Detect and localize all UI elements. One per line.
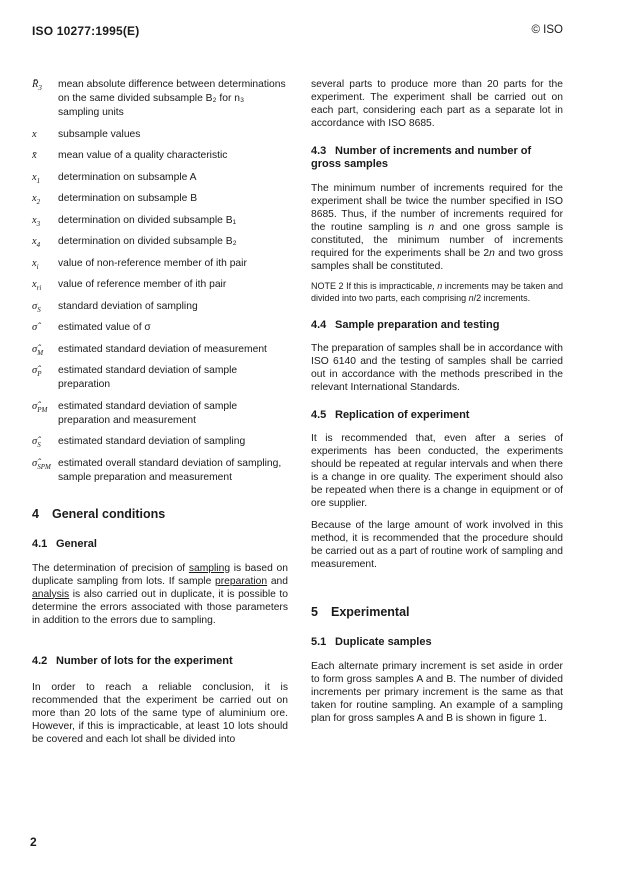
italic-n: n	[437, 281, 443, 291]
right-column	[311, 78, 563, 725]
symbol-definition	[32, 278, 288, 292]
symbol-definition	[32, 457, 288, 485]
symbol	[32, 214, 40, 231]
symbol-base: x	[32, 193, 37, 204]
section-title: Duplicate samples	[335, 636, 432, 648]
symbol-base: R̄	[32, 79, 39, 90]
section-title: General conditions	[52, 506, 166, 521]
symbol-base: σ̂	[32, 343, 38, 355]
symbol	[32, 300, 41, 317]
symbol-definition	[32, 128, 288, 142]
symbol-subscript: 2	[36, 198, 41, 207]
symbol	[32, 343, 43, 360]
section-title: Replication of experiment	[335, 409, 470, 421]
symbol	[32, 128, 37, 142]
section-4-5-heading	[311, 409, 563, 422]
symbol-description: estimated value of σ	[58, 322, 151, 333]
symbol	[32, 257, 39, 274]
section-title: Experimental	[331, 605, 410, 619]
text-run: is also carried out in duplicate, it is possible to determine the errors associated with those parameters in addition to the errors due to sampling.	[32, 588, 288, 626]
text-run: and	[267, 575, 289, 587]
section-number: 4.2	[32, 654, 48, 667]
text-run: /2 increments.	[473, 292, 531, 303]
symbol-subscript: SPM	[37, 462, 51, 471]
symbol-list	[32, 78, 288, 485]
symbol-description: estimated standard deviation of sampling	[58, 436, 246, 447]
symbol-definition	[32, 78, 288, 120]
publisher-mark: © ISO	[531, 24, 563, 36]
symbol-subscript: 3	[38, 84, 42, 93]
section-number: 4.1	[32, 537, 48, 550]
symbol-description: value of reference member of ith pair	[58, 279, 227, 290]
symbol	[32, 457, 51, 474]
text-run: The determination of precision of	[32, 562, 189, 574]
left-column	[32, 78, 288, 746]
section-4-3-heading	[311, 145, 563, 171]
italic-n: n	[428, 222, 435, 233]
symbol-subscript: 4	[36, 241, 41, 250]
section-title: General	[56, 537, 97, 550]
italic-n: n	[468, 292, 474, 303]
note-2	[311, 281, 563, 304]
section-4-4-heading	[311, 319, 563, 332]
text-run: NOTE 2 If this is impracticable,	[311, 281, 438, 291]
symbol-base: σ̂	[32, 365, 38, 376]
symbol-definition	[32, 192, 288, 206]
document-code: ISO 10277:1995(E)	[32, 24, 140, 38]
italic-n: n	[489, 248, 495, 259]
section-number: 4	[32, 506, 39, 521]
symbol-description: standard deviation of sampling	[58, 300, 198, 312]
symbol-base: σ̂	[32, 457, 38, 469]
symbol-definition	[32, 400, 288, 428]
section-title: Sample preparation and testing	[335, 319, 500, 331]
symbol-base: σ̂	[32, 322, 38, 333]
symbol-subscript: 3	[36, 219, 41, 228]
symbol-description: determination on divided subsample B₂	[58, 236, 237, 247]
symbol-subscript: i	[36, 262, 39, 271]
symbol-definition	[32, 214, 288, 228]
symbol-description: value of non-reference member of ith pair	[58, 257, 247, 269]
symbol	[32, 149, 37, 163]
paragraph-4-5-b: Because of the large amount of work involved in this method, it is recommended that the procedure should be carried out as a part of routine work of sampling and measurement.	[311, 520, 563, 570]
symbol	[32, 278, 41, 295]
symbol-base: σ	[32, 300, 38, 312]
section-number: 4.4	[311, 319, 327, 331]
section-number: 4.3	[311, 145, 327, 157]
symbol-subscript: ri	[36, 284, 42, 293]
text-run: and one gross sample is constituted, the minimum number of increments required for the experiments shall be 2	[311, 222, 563, 259]
underlined-term: preparation	[215, 575, 268, 587]
symbol-base: x̄	[32, 150, 37, 161]
symbol-subscript: S	[37, 305, 41, 314]
symbol-description: mean absolute difference between determinations on the same divided subsample B₂ for n₃ sampling units	[58, 79, 286, 118]
paragraph-5-1: Each alternate primary increment is set aside in order to form gross samples A and B. The number of divided increments per primary increment is the same as that taken for routine sampling. An example of a sampling plan for gross samples A and B is shown in figure 1.	[311, 661, 563, 724]
section-title: Number of lots for the experiment	[56, 654, 233, 667]
section-4-heading	[32, 507, 288, 521]
section-5-1-heading	[311, 636, 563, 649]
text-run: is based on duplicate sampling from lots. If sample	[32, 562, 288, 587]
symbol-description: subsample values	[58, 128, 141, 140]
symbol-subscript: 1	[36, 176, 41, 185]
section-title: Number of increments and number of gross samples	[311, 145, 532, 170]
symbol-base: x	[32, 171, 37, 183]
symbol-definition	[32, 364, 288, 392]
text-run: increments may be taken and divided into two parts, each comprising	[311, 281, 563, 303]
symbol-description: estimated standard deviation of sample preparation	[58, 365, 238, 390]
paragraph-4-2-continued: several parts to produce more than 20 parts for the experiment. The experiment shall be carried out on each part, considering each part as a separate lot in accordance with ISO 8685.	[311, 79, 563, 129]
symbol	[32, 171, 40, 188]
symbol-definition	[32, 321, 288, 335]
paragraph-4-5-a: It is recommended that, even after a series of experiments has been conducted, the experiments should be repeated at regular intervals and when there is a change in ore quality. The experiment should also be repeated when there is a change in equipment or of ore supplier.	[311, 433, 563, 509]
text-run: and two gross samples shall be constituted.	[311, 248, 564, 272]
section-4-2-heading	[32, 655, 288, 668]
section-number: 4.5	[311, 409, 327, 421]
section-5-heading	[311, 605, 563, 619]
symbol-description: mean value of a quality characteristic	[58, 150, 228, 161]
paragraph-4-4: The preparation of samples shall be in accordance with ISO 6140 and the testing of samples shall be carried out in accordance with the methods prescribed in the relevant International Standards.	[311, 343, 563, 393]
symbol	[32, 78, 42, 95]
symbol-description: determination on subsample B	[58, 193, 198, 204]
symbol	[32, 400, 47, 417]
symbol	[32, 192, 40, 209]
symbol-description: determination on subsample A	[58, 171, 197, 183]
symbol	[32, 435, 41, 452]
paragraph-4-2: In order to reach a reliable conclusion, it is recommended that the experiment be carried out on more than 20 lots of the same type of aluminium ore. However, if this is impracticable, at least 10 lots should be covered and each lot shall be divided into	[32, 681, 288, 745]
symbol-subscript: PM	[37, 405, 48, 414]
symbol-definition	[32, 435, 288, 449]
symbol	[32, 364, 41, 381]
symbol	[32, 235, 40, 252]
symbol-subscript: M	[37, 348, 44, 357]
section-4-1-heading	[32, 538, 288, 551]
symbol-description: estimated standard deviation of measurement	[58, 343, 267, 355]
underlined-term: analysis	[32, 588, 70, 600]
symbol-subscript: P	[37, 370, 42, 379]
symbol-base: x	[32, 214, 37, 226]
symbol-definition	[32, 257, 288, 271]
paragraph-4-3	[311, 182, 563, 273]
symbol	[32, 321, 37, 335]
symbol-definition	[32, 300, 288, 314]
underlined-term: sampling	[188, 562, 231, 574]
symbol-base: x	[32, 257, 37, 269]
symbol-base: x	[32, 128, 37, 140]
section-number: 5	[311, 605, 318, 619]
symbol-base: x	[32, 236, 37, 247]
symbol-definition	[32, 235, 288, 249]
symbol-description: estimated standard deviation of sample preparation and measurement	[58, 400, 238, 426]
symbol-base: σ̂	[32, 436, 38, 447]
symbol-definition	[32, 149, 288, 163]
text-run: The minimum number of increments required for the experiment shall be twice the number specified in ISO 8685. Thus, if the number of increments required for the routine sampling is	[311, 183, 563, 233]
page-number: 2	[30, 835, 37, 849]
symbol-base: σ̂	[32, 400, 38, 412]
symbol-subscript: S	[37, 441, 41, 450]
symbol-base: x	[32, 279, 37, 290]
paragraph-4-1	[32, 562, 288, 627]
section-number: 5.1	[311, 636, 327, 648]
symbol-description: determination on divided subsample B₁	[58, 214, 237, 226]
symbol-definition	[32, 171, 288, 185]
symbol-description: estimated overall standard deviation of sampling, sample preparation and measurement	[58, 457, 282, 483]
symbol-definition	[32, 343, 288, 357]
